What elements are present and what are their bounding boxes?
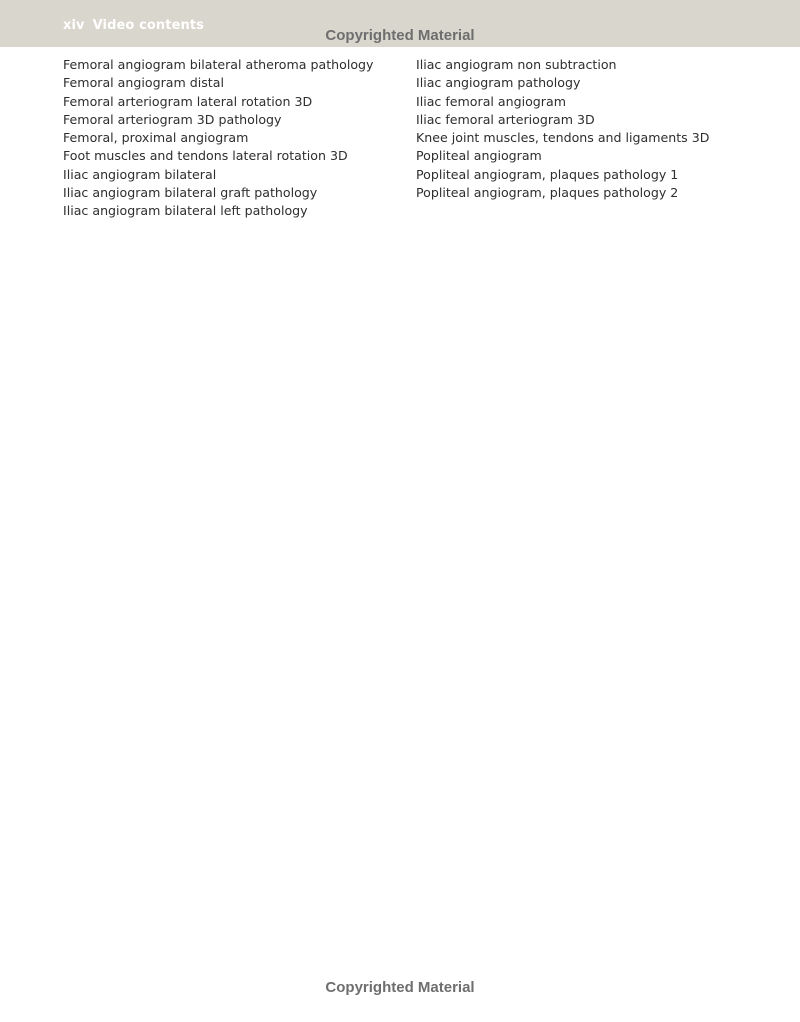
video-item: Iliac angiogram pathology: [416, 75, 581, 91]
video-item: Popliteal angiogram: [416, 148, 542, 164]
video-item: Femoral, proximal angiogram: [63, 130, 249, 145]
video-item: Iliac angiogram bilateral left pathology: [63, 203, 308, 218]
video-item: Iliac angiogram bilateral graft pathology: [63, 184, 318, 200]
video-item: Knee joint muscles, tendons and ligaments 3D: [416, 130, 710, 145]
video-item: Femoral angiogram distal: [63, 75, 224, 91]
video-item: Femoral arteriogram 3D pathology: [63, 111, 282, 127]
video-list-right: [416, 56, 709, 202]
video-item: Foot muscles and tendons lateral rotation 3D: [63, 148, 348, 164]
video-item: Popliteal angiogram, plaques pathology 2: [416, 184, 679, 200]
video-list-left: [63, 56, 374, 220]
watermark-top: Copyrighted Material: [325, 27, 475, 44]
page-number: xiv: [63, 18, 85, 33]
video-item: Iliac femoral angiogram: [416, 93, 566, 109]
video-item: Femoral angiogram bilateral atheroma pathology: [63, 57, 374, 72]
section-title: Video contents: [92, 18, 205, 33]
video-item: Popliteal angiogram, plaques pathology 1: [416, 166, 679, 182]
video-item: Iliac angiogram bilateral: [63, 166, 217, 182]
video-item: Iliac femoral arteriogram 3D: [416, 111, 595, 127]
video-item: Iliac angiogram non subtraction: [416, 57, 617, 72]
video-item: Femoral arteriogram lateral rotation 3D: [63, 93, 313, 109]
watermark-bottom: Copyrighted Material: [325, 979, 475, 996]
